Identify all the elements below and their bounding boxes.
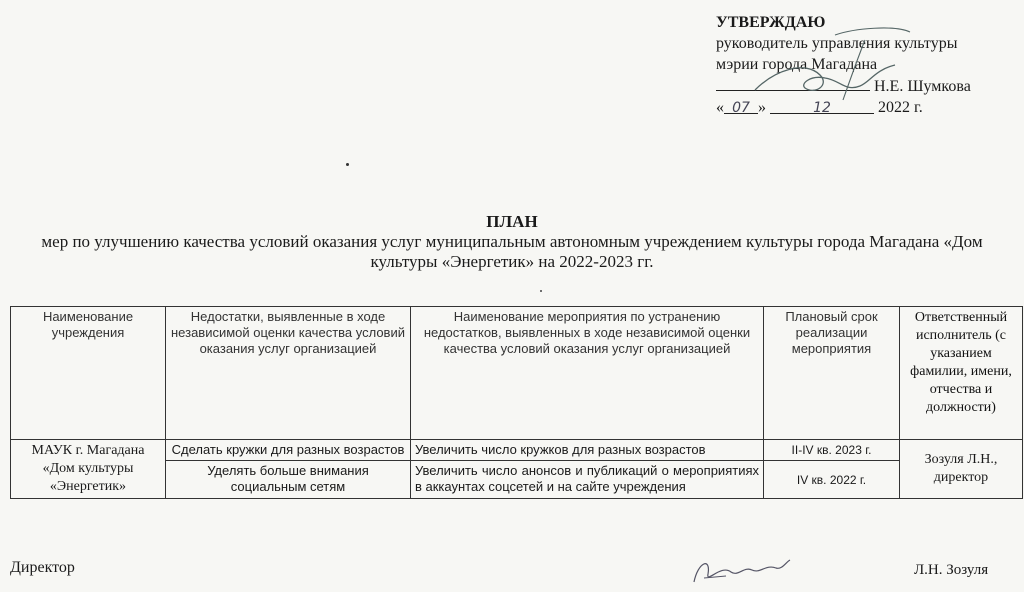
scan-speck [540, 290, 542, 292]
approval-heading: УТВЕРЖДАЮ [716, 14, 826, 31]
plan-table [10, 306, 1023, 499]
title-subtitle: мер по улучшению качества условий оказания услуг муниципальным автономным учреждением культуры города Магадана «Дом культуры «Энергетик» на 2022-2023 гг. [41, 232, 983, 271]
table-header-row [11, 307, 1023, 440]
approval-date-month: 12 [770, 98, 874, 114]
header-responsible: Ответственный исполнитель (с указанием фамилии, имени, отчества и должности) [900, 307, 1023, 440]
deficiency-cell: Уделять больше внимания социальным сетям [166, 461, 411, 499]
deficiency-cell: Сделать кружки для разных возрастов [166, 440, 411, 461]
term-cell: IV кв. 2022 г. [764, 461, 900, 499]
approval-line-1: руководитель управления культуры [716, 35, 958, 52]
approval-date-day: 07 [724, 98, 758, 114]
title-main: ПЛАН [486, 212, 538, 231]
date-quote-close: » [758, 99, 766, 116]
date-quote-open: « [716, 99, 724, 116]
scan-speck [346, 163, 349, 166]
document-title [10, 212, 1014, 272]
header-measures: Наименование мероприятия по устранению недостатков, выявленных в ходе независимой оценки качества условий оказания услуг организацией [411, 307, 764, 440]
footer-name: Л.Н. Зозуля [914, 562, 989, 578]
measure-cell: Увеличить число анонсов и публикаций о мероприятиях в аккаунтах соцсетей и на сайте учреждения [411, 461, 764, 499]
organization-cell: МАУК г. Магадана «Дом культуры «Энергетик» [11, 440, 166, 499]
table-row [11, 440, 1023, 461]
signature-top-image [745, 20, 915, 110]
approval-signer: Н.Е. Шумкова [874, 78, 971, 95]
responsible-cell: Зозуля Л.Н., директор [900, 440, 1023, 499]
header-organization: Наименование учреждения [11, 307, 166, 440]
header-term: Плановый срок реализации мероприятия [764, 307, 900, 440]
header-deficiencies: Недостатки, выявленные в ходе независимой оценки качества условий оказания услуг организацией [166, 307, 411, 440]
approval-date-year: 2022 г. [878, 99, 923, 116]
measure-cell: Увеличить число кружков для разных возрастов [411, 440, 764, 461]
signature-bottom-image [686, 552, 796, 592]
approval-line-2: мэрии города Магадана [716, 56, 878, 73]
term-cell: II-IV кв. 2023 г. [764, 440, 900, 461]
footer-position: Директор [10, 559, 75, 576]
